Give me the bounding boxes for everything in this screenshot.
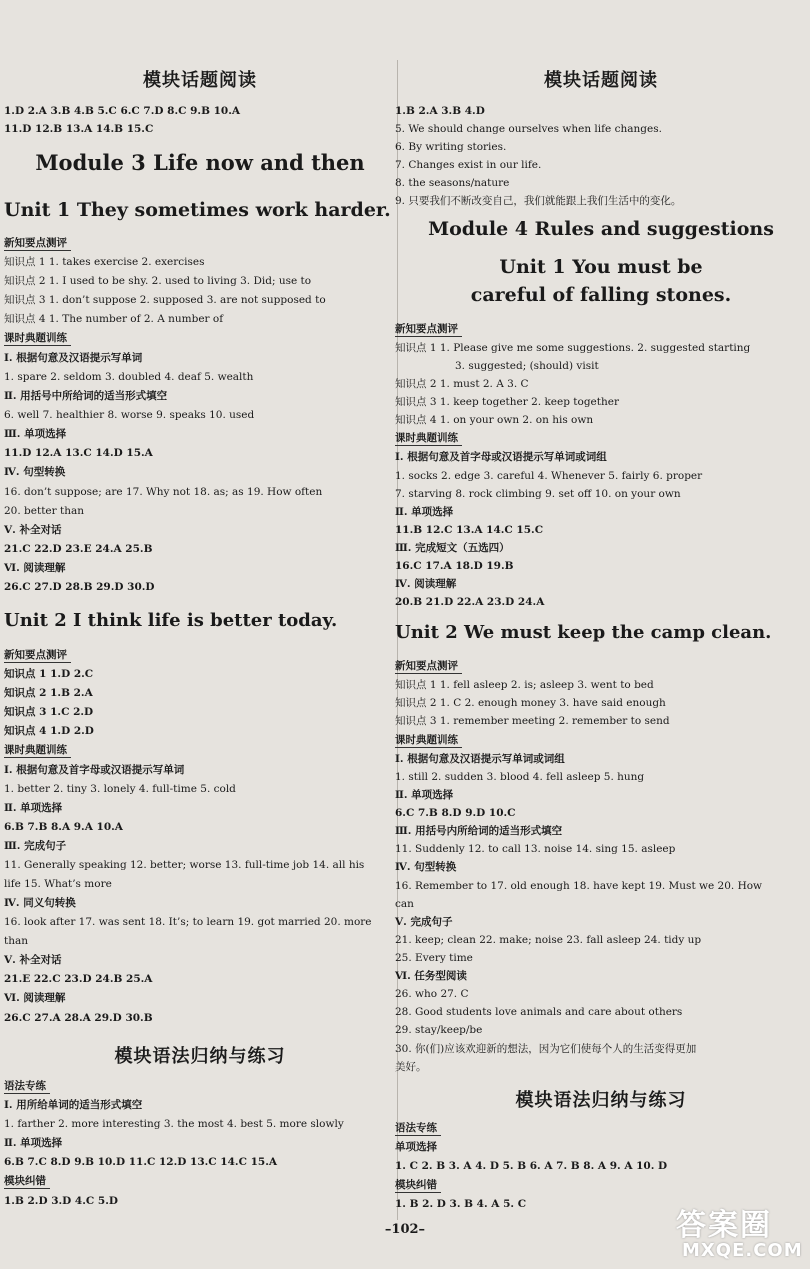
answer-line: 11. Generally speaking 12. better; worse 13. full-time job 14. all his xyxy=(4,859,365,871)
answer-line: 8. the seasons/nature xyxy=(395,177,510,189)
answer-line: 11. Suddenly 12. to call 13. noise 14. sing 15. asleep xyxy=(395,843,676,855)
answer-line: 知识点 4 1. on your own 2. on his own xyxy=(395,414,594,426)
answer-line: 16.C 17.A 18.D 19.B xyxy=(395,560,514,572)
exercise-heading: Ⅳ. 同义句转换 xyxy=(4,897,76,909)
answer-line: 知识点 3 1. don’t suppose 2. supposed 3. are not supposed to xyxy=(4,294,326,306)
section-tag: 语法专练 xyxy=(4,1079,50,1094)
answer-line: 21.C 22.D 23.E 24.A 25.B xyxy=(4,543,153,555)
answer-line: 6.B 7.B 8.A 9.A 10.A xyxy=(4,821,123,833)
exercise-heading: Ⅴ. 补全对话 xyxy=(4,954,62,966)
section-title: 模块语法归纳与练习 xyxy=(515,1090,687,1111)
answer-line: 知识点 1 1.D 2.C xyxy=(4,668,94,680)
watermark-text: 答案圈 xyxy=(676,1208,772,1243)
section-title: 模块话题阅读 xyxy=(143,70,257,91)
answer-line: 29. stay/keep/be xyxy=(395,1024,483,1036)
section-title: 模块话题阅读 xyxy=(544,70,658,91)
exercise-heading: Ⅵ. 任务型阅读 xyxy=(395,970,467,982)
exercise-heading: Ⅱ. 用括号中所给词的适当形式填空 xyxy=(4,390,168,402)
answer-line: 6. By writing stories. xyxy=(395,141,507,153)
answer-line: 1. still 2. sudden 3. blood 4. fell asleep 5. hung xyxy=(395,771,645,783)
answer-line: than xyxy=(4,935,29,947)
exercise-heading: Ⅱ. 单项选择 xyxy=(395,506,454,518)
section-title: 模块语法归纳与练习 xyxy=(114,1046,286,1067)
section-tag: 课时典题训练 xyxy=(4,743,71,758)
module-title: Module 4 Rules and suggestions xyxy=(428,218,774,240)
answer-line: 11.B 12.C 13.A 14.C 15.C xyxy=(395,524,544,536)
answer-line: life 15. What’s more xyxy=(4,878,112,890)
answer-line: 知识点 3 1.C 2.D xyxy=(4,706,94,718)
section-tag: 课时典题训练 xyxy=(395,733,462,748)
page-number: –102– xyxy=(384,1222,426,1237)
exercise-heading: Ⅱ. 单项选择 xyxy=(4,1137,63,1149)
answer-line: 1. socks 2. edge 3. careful 4. Whenever 5. fairly 6. proper xyxy=(395,470,703,482)
answer-line: 知识点 2 1. C 2. enough money 3. have said enough xyxy=(395,697,666,709)
answer-line: 11.D 12.A 13.C 14.D 15.A xyxy=(4,447,153,459)
watermark-url: MXQE.COM xyxy=(682,1240,803,1261)
answer-line: 16. Remember to 17. old enough 18. have kept 19. Must we 20. How xyxy=(395,880,763,892)
answer-line: 28. Good students love animals and care about others xyxy=(395,1006,683,1018)
answer-line: 知识点 3 1. remember meeting 2. remember to send xyxy=(395,715,670,727)
answer-line: 1.B 2.D 3.D 4.C 5.D xyxy=(4,1195,118,1207)
unit-title: Unit 1 They sometimes work harder. xyxy=(4,199,391,221)
answer-line: 5. We should change ourselves when life changes. xyxy=(395,123,662,135)
answer-line: 1.B 2.A 3.B 4.D xyxy=(395,105,485,117)
answer-line: 1.D 2.A 3.B 4.B 5.C 6.C 7.D 8.C 9.B 10.A xyxy=(4,105,241,117)
answer-line: 知识点 1 1. fell asleep 2. is; asleep 3. went to bed xyxy=(395,679,654,691)
exercise-heading: Ⅰ. 用所给单词的适当形式填空 xyxy=(4,1099,143,1111)
exercise-heading: Ⅱ. 单项选择 xyxy=(395,789,454,801)
answer-line: 知识点 4 1.D 2.D xyxy=(4,725,94,737)
answer-line: 6.B 7.C 8.D 9.B 10.D 11.C 12.D 13.C 14.C 15.A xyxy=(4,1156,277,1168)
answer-line: can xyxy=(395,898,414,910)
answer-line: 1. farther 2. more interesting 3. the most 4. best 5. more slowly xyxy=(4,1118,344,1130)
exercise-heading: Ⅲ. 单项选择 xyxy=(4,428,67,440)
exercise-heading: Ⅳ. 句型转换 xyxy=(395,861,457,873)
exercise-heading: 单项选择 xyxy=(395,1141,437,1153)
answer-line: 20.B 21.D 22.A 23.D 24.A xyxy=(395,596,545,608)
exercise-heading: Ⅴ. 完成句子 xyxy=(395,916,453,928)
answer-line: 26.C 27.D 28.B 29.D 30.D xyxy=(4,581,155,593)
answer-line: 6.C 7.B 8.D 9.D 10.C xyxy=(395,807,516,819)
section-tag: 课时典题训练 xyxy=(4,331,71,346)
section-tag: 模块纠错 xyxy=(395,1178,441,1193)
answer-line: 1. better 2. tiny 3. lonely 4. full-time 5. cold xyxy=(4,783,236,795)
answer-line: 美好。 xyxy=(395,1061,427,1073)
exercise-heading: Ⅳ. 阅读理解 xyxy=(395,578,457,590)
answer-line: 21.E 22.C 23.D 24.B 25.A xyxy=(4,973,153,985)
section-tag: 新知要点测评 xyxy=(4,648,71,663)
unit-title: Unit 2 I think life is better today. xyxy=(4,610,338,631)
section-tag: 语法专练 xyxy=(395,1121,441,1136)
exercise-heading: Ⅲ. 完成短文（五选四） xyxy=(395,542,510,554)
answer-line: 30. 你(们)应该欢迎新的想法，因为它们使每个人的生活变得更加 xyxy=(395,1043,697,1055)
exercise-heading: Ⅵ. 阅读理解 xyxy=(4,562,66,574)
exercise-heading: Ⅳ. 句型转换 xyxy=(4,466,66,478)
exercise-heading: Ⅵ. 阅读理解 xyxy=(4,992,66,1004)
answer-line: 知识点 2 1.B 2.A xyxy=(4,687,93,699)
answer-line: 3. suggested; (should) visit xyxy=(455,360,599,372)
section-tag: 新知要点测评 xyxy=(395,322,462,337)
section-tag: 模块纠错 xyxy=(4,1174,50,1189)
section-tag: 新知要点测评 xyxy=(395,659,462,674)
answer-line: 知识点 2 1. I used to be shy. 2. used to living 3. Did; use to xyxy=(4,275,312,287)
answer-line: 11.D 12.B 13.A 14.B 15.C xyxy=(4,123,154,135)
exercise-heading: Ⅲ. 用括号内所给词的适当形式填空 xyxy=(395,825,563,837)
exercise-heading: Ⅴ. 补全对话 xyxy=(4,524,62,536)
answer-line: 21. keep; clean 22. make; noise 23. fall asleep 24. tidy up xyxy=(395,934,702,946)
answer-line: 9. 只要我们不断改变自己，我们就能跟上我们生活中的变化。 xyxy=(395,195,682,207)
answer-line: 1. spare 2. seldom 3. doubled 4. deaf 5. wealth xyxy=(4,371,254,383)
answer-line: 1. C 2. B 3. A 4. D 5. B 6. A 7. B 8. A 9. A 10. D xyxy=(395,1160,668,1172)
answer-line: 7. starving 8. rock climbing 9. set off 10. on your own xyxy=(395,488,681,500)
answer-line: 20. better than xyxy=(4,505,84,517)
answer-line: 25. Every time xyxy=(395,952,473,964)
exercise-heading: Ⅰ. 根据句意及汉语提示写单词 xyxy=(4,352,143,364)
answer-line: 1. B 2. D 3. B 4. A 5. C xyxy=(395,1198,527,1210)
section-tag: 新知要点测评 xyxy=(4,236,71,251)
answer-line: 知识点 1 1. takes exercise 2. exercises xyxy=(4,256,205,268)
watermark-logo xyxy=(676,1200,806,1266)
answer-line: 知识点 1 1. Please give me some suggestions. 2. suggested starting xyxy=(395,342,751,354)
unit-title: Unit 1 You must be xyxy=(499,256,703,278)
answer-line: 6. well 7. healthier 8. worse 9. speaks 10. used xyxy=(4,409,255,421)
answer-line: 16. don’t suppose; are 17. Why not 18. as; as 19. How often xyxy=(4,486,323,498)
exercise-heading: Ⅰ. 根据句意及首字母或汉语提示写单词或词组 xyxy=(395,451,607,463)
section-tag: 课时典题训练 xyxy=(395,431,462,446)
answer-line: 26. who 27. C xyxy=(395,988,469,1000)
exercise-heading: Ⅲ. 完成句子 xyxy=(4,840,67,852)
answer-line: 7. Changes exist in our life. xyxy=(395,159,542,171)
answer-line: 知识点 3 1. keep together 2. keep together xyxy=(395,396,619,408)
answer-line: 26.C 27.A 28.A 29.D 30.B xyxy=(4,1012,153,1024)
unit-title: Unit 2 We must keep the camp clean. xyxy=(395,622,772,643)
exercise-heading: Ⅰ. 根据句意及首字母或汉语提示写单词 xyxy=(4,764,185,776)
answer-line: 16. look after 17. was sent 18. It’s; to learn 19. got married 20. more xyxy=(4,916,372,928)
module-title: Module 3 Life now and then xyxy=(35,150,365,175)
answer-line: 知识点 2 1. must 2. A 3. C xyxy=(395,378,529,390)
exercise-heading: Ⅱ. 单项选择 xyxy=(4,802,63,814)
exercise-heading: Ⅰ. 根据句意及汉语提示写单词或词组 xyxy=(395,753,565,765)
unit-title: careful of falling stones. xyxy=(470,284,732,306)
answer-line: 知识点 4 1. The number of 2. A number of xyxy=(4,313,224,325)
